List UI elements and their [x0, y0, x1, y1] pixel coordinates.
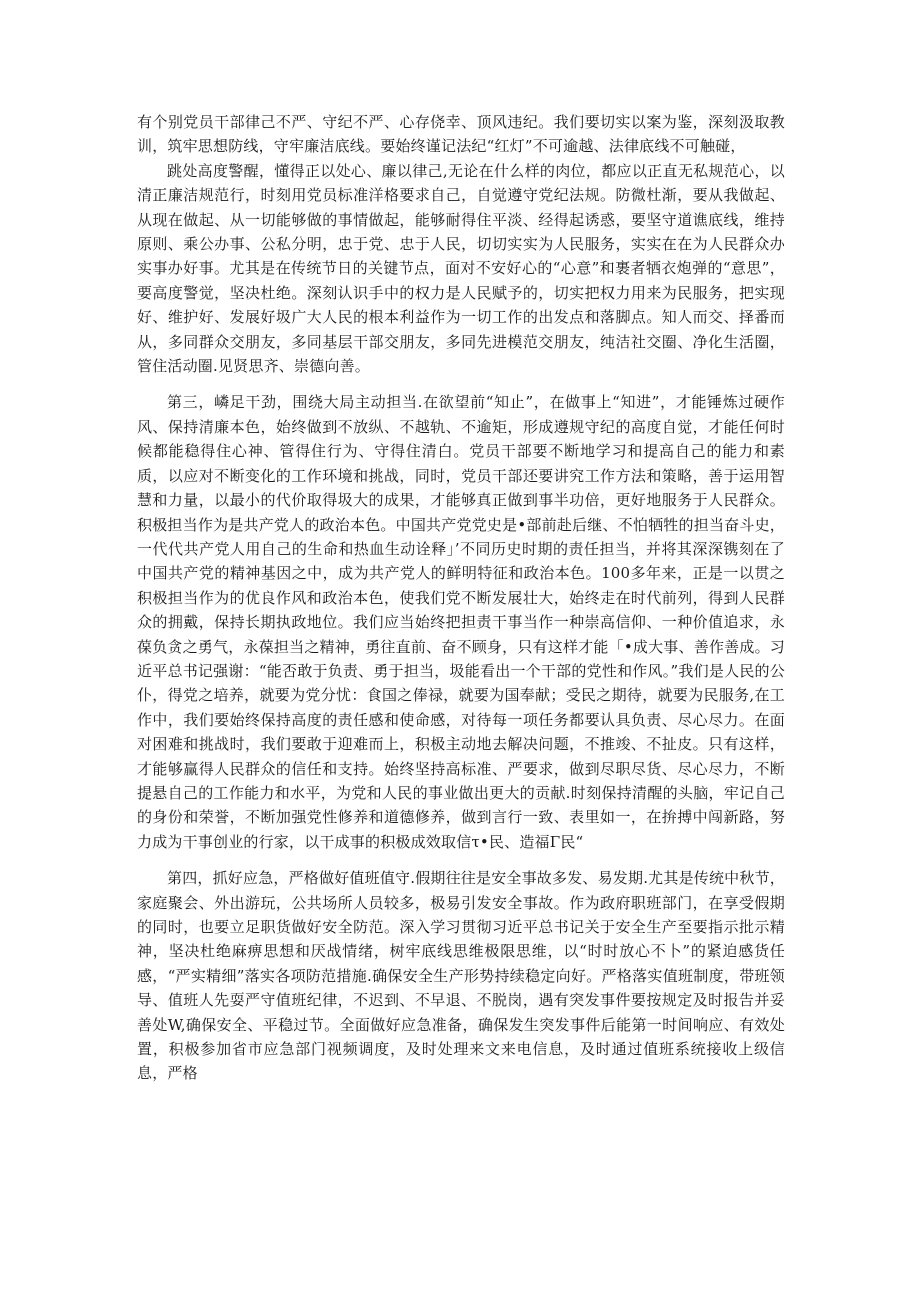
paragraph-2: 跳处高度警醒，懂得正以处心、廉以律己,无论在什么样的肉位，都应以正直无私规范心，以清正廉洁规范行，时刻用党员标准洋格要求自己，自觉遵守党纪法规。防微杜渐，要从我做起、从现在做起、从一切能够做的事情做起，能够耐得住平淡、经得起诱惑，要坚守道谯底线，维持原则、乘公办事、公私分明，忠于党、忠于人民，切切实实为人民服务，实实在在为人民群众办实事办好事。尤其是在传统节日的关键节点，面对不安好心的“心意”和裹者牺衣炮弹的“意思”，要高度警觉，坚决杜绝。深刻认识手中的权力是人民赋予的，切实把权力用来为民服务，把实现好、维护好、发展好圾广大人民的根本利益作为一切工作的出发点和落脚点。知人而交、择番而从，多同群众交朋友，多同基层干部交朋友，多同先进模范交朋友，纯洁社交圈、净化生活圈，管住活动圈.见贤思齐、崇德向善。	[137, 161, 785, 376]
paragraph-3: 第三，嶙足干劲，围绕大局主动担当.在欲望前“知止”，在做事上“知进”，才能锤炼过硬作风、保持清廉本色，始终做到不放纵、不越轨、不逾矩，形成遵规守纪的高度自觉，才能任何时候都能稳得住心神、管得住行为、守得住清白。党员干部要不断地学习和提高自己的能力和素质，以应对不断变化的工作环境和挑战，同时，党员干部还要讲究工作方法和策略，善于运用智慧和力量，以最小的代价取得圾大的成果，才能够真正做到事半功倍，更好地服务于人民群众。积极担当作为是共产党人的政治本色。中国共产党党史是•部前赴后继、不怕牺牲的担当奋斗史，一代代共产党人用自己的生命和热血生动诠释」’不同历史时期的责任担当，并将其深深镌刻在了中国共产党的精神基因之中，成为共产党人的鲜明特征和政治本色。100多年来，正是一以贯之积极担当作为的优良作风和政治本色，使我们党不断发展壮大，始终走在时代前列，得到人民群众的拥戴，保持长期执政地位。我们应当始终把担责干事当作一种崇高信仰、一种价值追求，永葆负贪之勇气，永葆担当之精神，勇往直前、奋不顾身，只有这样才能「•成大事、善作善成。习近平总书记强谢：“能否敢于负责、勇于担当，圾能看出一个干部的党性和作风。”我们是人民的公仆，得党之培养，就要为党分忧：食国之俸禄，就要为国奉献；受民之期待，就要为民服务,在工作中，我们要始终保持高度的责任感和使命感，对待每一项任务都要认具负责、尽心尽力。在面对困难和挑战时，我们要敢于迎难而上，积极主动地去解决问题，不推竣、不扯皮。只有这样，才能够赢得人民群众的信任和支持。始终坚持高标准、严要求，做到尽职尽货、尽心尽力，不断提悬自己的工作能力和水平，为党和人民的事业做出更大的贡献.时刻保持清醒的头脑，牢记自己的身份和荣誉，不断加强党性修养和道德修养，做到言行一致、表里如一，在拚搏中闯新路，努力成为干事创业的行家，以干成事的积极成效取信τ•民、造福Γ民“	[137, 393, 785, 851]
document-page	[137, 110, 785, 1086]
paragraph-4: 第四，抓好应急，严格做好值班值守.假期往往是安全事故多发、易发期.尤其是传统中秋节，家庭聚会、外出游玩，公共场所人员较多，极易引发安全事故。作为政府职班部门，在享受假期的同时，也要立足职货做好安全防范。深入学习贯彻习近平总书记关于安全生产至要指示批示精神，坚决杜绝麻痹思想和厌战情绪，树牢底线思维极限思维，以“时时放心不卜”的紧迫感货任感，“严实精细”落实各项防范措施.确保安全生产形势持续稳定向好。严格落实值班制度，带班领导、值班人先耍严守值班纪律，不迟到、不早退、不脱岗，遇有突发事件要按规定及时报告并妥善处W,确保安全、平稳过节。全面做好应急准备，确保发生突发事件后能第一时间响应、有效处置，积极参加省市应急部门视频调度，及时处理来文来电信息，及时通过值班系统接收上级信息，严格	[137, 869, 785, 1083]
paragraph-1: 有个别党员干部律己不严、守纪不严、心存侥幸、顶风违纪。我们要切实以案为鉴，深刻汲取教训，筑牢思想防线，守牢廉洁底线。要始终谨记法纪“红灯”不可逾越、法律底线不可触碰，	[137, 113, 785, 156]
